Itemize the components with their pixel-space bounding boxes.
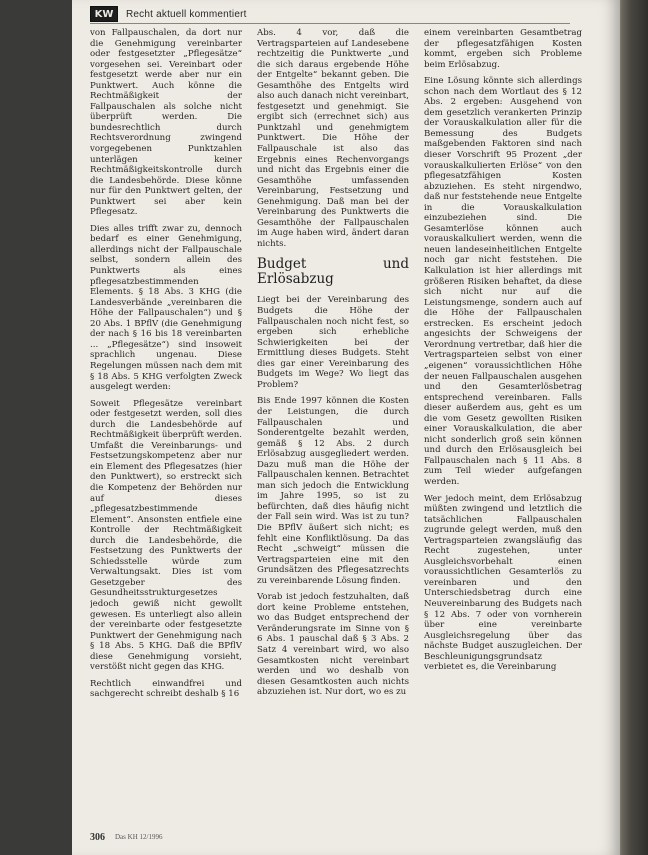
paragraph: einem vereinbarten Gesamtbetrag der pflegesatzfähigen Kosten kommt, ergeben sich Probleme beim Erlösabzug.	[424, 28, 582, 70]
text-column-1	[90, 28, 242, 818]
text-column-2	[257, 28, 409, 818]
paragraph: Eine Lösung könnte sich allerdings schon nach dem Wortlaut des § 12 Abs. 2 ergeben: Ausgehend von dem gesetzlich verankerten Prinzip der Vorauskalkulation aller für die Bemessung des Budgets maßgebenden Faktoren sind nach dieser Vorschrift 95 Prozent „der vorauskalkulierten Erlöse“ von den pflegesatzfähigen Kosten abzuziehen. Es steht nirgendwo, daß nur feststehende neue Entgelte in die Vorauskalkulation einzubeziehen sind. Die Gesamterlöse können auch vorauskalkuliert werden, wenn die neuen landeseinheitlichen Entgelte noch gar nicht feststehen. Die Kalkulation ist hier allerdings mit größeren Risiken behaftet, da diese sich nicht nur auf die Leistungsmenge, sondern auch auf die Höhe der Fallpauschalen erstrecken. Es erscheint jedoch angesichts der Schweigens der Verordnung vertretbar, daß hier die Vertragsparteien selbst von einer „eigenen“ voraussichtlichen Höhe der neuen Fallpauschalen ausgehen und den Gesamterlösbetrag entsprechend vereinbaren. Falls dieser außerdem aus, geht es um die vom Gesetz gewollten Risiken einer Vorauskalkulation, die aber nicht sonderlich groß sein können und durch den Erlösausgleich bei Fallpauschalen nach § 11 Abs. 8 zum Teil wieder aufgefangen werden.	[424, 76, 582, 487]
paragraph: Wer jedoch meint, dem Erlösabzug müßten zwingend und letztlich die tatsächlichen Fallpauschalen zugrunde gelegt werden, muß den Vertragsparteien zwangsläufig das Recht zugestehen, unter Ausgleichsvorbehalt einen voraussichtlichen Gesamterlös zu vereinbaren und den Unterschiedsbetrag durch eine Neuvereinbarung des Budgets nach § 12 Abs. 7 oder von vornherein über eine vereinbarte Ausgleichsregelung über das nächste Budget auszugleichen. Der Beschleunigungsgrundsatz verbietet es, die Vereinbarung	[424, 493, 582, 673]
paragraph: von Fallpauschalen, da dort nur die Genehmigung vereinbarter oder festgesetzter „Pflegesätze“ vorgesehen sei. Vereinbart oder festgesetzt werde aber nur ein Punktwert. Auch könne die Rechtmäßigkeit der Fallpauschalen als solche nicht überprüft werden. Die bundesrechtlich durch Rechtsverordnung zwingend vorgegebenen Punktzahlen unterlägen keiner Rechtmäßigkeitskontrolle durch die Landesbehörde. Diese könne nur für den Punktwert gelten, der Punktwert sei aber kein Pflegesatz.	[90, 28, 242, 218]
section-title: Recht aktuell kommentiert	[126, 8, 247, 20]
running-header	[90, 6, 570, 22]
paragraph: Rechtlich einwandfrei und sachgerecht schreibt deshalb § 16	[90, 678, 242, 700]
paragraph: Soweit Pflegesätze vereinbart oder festgesetzt werden, soll dies durch die Landesbehörde auf Rechtmäßigkeit überprüft werden. Umfaßt die Vereinbarungs- und Festsetzungskompetenz aber nur ein Element des Pflegesatzes (hier den Punktwert), so erstreckt sich die Kompetenz der Behörden nur auf dieses „pflegesatzbestimmende Element“. Ansonsten entfiele eine Kontrolle der Rechtmäßigkeit durch die Landesbehörde, die Festsetzung des Punktwerts der Schiedsstelle würde zum Verwaltungsakt. Dies ist vom Gesetzgeber des Gesundheitsstrukturgesetzes jedoch gewiß nicht gewollt gewesen. Es unterliegt also allein der vereinbarte oder festgesetzte Punktwert der Genehmigung nach § 18 Abs. 5 KHG. Daß die BPflV diese Genehmigung vorsieht, verstößt nicht gegen das KHG.	[90, 398, 242, 673]
journal-reference: Das KH 12/1996	[115, 833, 163, 841]
journal-logo: KW	[90, 6, 118, 22]
page-footer	[90, 831, 570, 843]
paragraph: Dies alles trifft zwar zu, dennoch bedarf es einer Genehmigung, allerdings nicht der Fallpauschale selbst, sondern allein des Punktwerts als eines pflegesatzbestimmenden Elements. § 18 Abs. 3 KHG (die Landesverbände „vereinbaren die Höhe der Fallpauschalen“) und § 20 Abs. 1 BPflV (die Genehmigung der nach § 16 bis 18 vereinbarten ... „Pflegesätze“) sind insoweit sprachlich ungenau. Diese Regelungen müssen nach dem mit § 18 Abs. 5 KHG verfolgten Zweck ausgelegt werden:	[90, 223, 242, 393]
paragraph: Bis Ende 1997 können die Kosten der Leistungen, die durch Fallpauschalen und Sonderentgelte bezahlt werden, gemäß § 12 Abs. 2 durch Erlösabzug ausgegliedert werden. Dazu muß man die Höhe der Fallpauschalen kennen. Betrachtet man sich jedoch die Entwicklung im Jahre 1995, so ist zu befürchten, daß dies häufig nicht der Fall sein wird. Was ist zu tun? Die BPflV äußert sich nicht; es fehlt eine Konfliktlösung. Da das Recht „schweigt“ müssen die Vertragsparteien eine mit den Grundsätzen des Pflegesatzrechts zu vereinbarende Lösung finden.	[257, 396, 409, 586]
document-page	[72, 0, 620, 855]
header-rule	[90, 23, 570, 24]
paragraph: Vorab ist jedoch festzuhalten, daß dort keine Probleme entstehen, wo das Budget entsprechend der Veränderungsrate im Sinne von § 6 Abs. 1 pauschal daß § 3 Abs. 2 Satz 4 vereinbart wird, wo also Gesamtkosten nicht vereinbart werden und wo deshalb von diesen Gesamtkosten auch nichts abzuziehen ist. Nur dort, wo es zu	[257, 592, 409, 698]
paragraph: Liegt bei der Vereinbarung des Budgets die Höhe der Fallpauschalen noch nicht fest, so ergeben sich erhebliche Schwierigkeiten bei der Ermittlung dieses Budgets. Steht dies gar einer Vereinbarung des Budgets im Wege? Wo liegt das Problem?	[257, 295, 409, 390]
text-column-3	[424, 28, 582, 818]
section-heading: Budget und Erlösabzug	[257, 256, 409, 288]
paragraph: Abs. 4 vor, daß die Vertragsparteien auf Landesebene rechtzeitig die Punktwerte „und die sich daraus ergebende Höhe der Entgelte“ bekannt geben. Die Gesamthöhe des Entgelts wird also auch danach nicht vereinbart, festgesetzt und genehmigt. Sie ergibt sich (errechnet sich) aus Punktzahl und genehmigtem Punktwert. Die Höhe der Fallpauschale ist also das Ergebnis eines Rechenvorgangs und nicht das Ergebnis einer die Gesamthöhe umfassenden Vereinbarung, Festsetzung und Genehmigung. Daß man bei der Vereinbarung des Punktwerts die Gesamthöhe der Fallpauschalen im Auge haben wird, ändert daran nichts.	[257, 28, 409, 249]
page-number: 306	[90, 831, 105, 843]
